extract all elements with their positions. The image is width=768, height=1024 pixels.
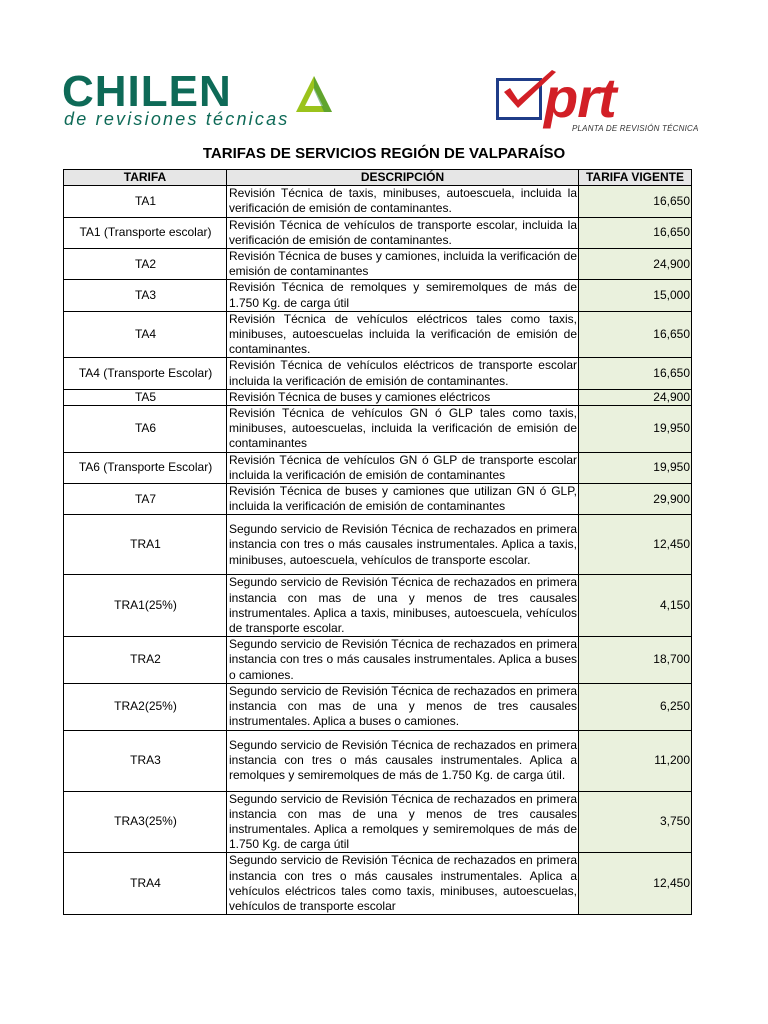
table-row [64, 406, 692, 453]
tarifa-price: 4,150 [579, 575, 692, 637]
tarifa-price: 12,450 [579, 515, 692, 575]
tarifa-description: Revisión Técnica de vehículos GN ó GLP de transporte escolar incluida la verificación de emisión de contaminantes [227, 452, 579, 483]
header-tarifa-vigente: TARIFA VIGENTE [579, 170, 692, 186]
tarifa-price: 3,750 [579, 791, 692, 853]
prt-logo-name: prt [544, 66, 616, 129]
tarifa-description: Segundo servicio de Revisión Técnica de rechazados en primera instancia con tres o más causales instrumentales. Aplica a buses o camiones. [227, 637, 579, 684]
tarifa-description: Segundo servicio de Revisión Técnica de rechazados en primera instancia con mas de una y menos de tres causales instrumentales. Aplica a remolques y semiremolques de más de 1.750 Kg. de carga útil [227, 791, 579, 853]
table-row [64, 637, 692, 684]
tarifa-description: Segundo servicio de Revisión Técnica de rechazados en primera instancia con mas de una y menos de tres causales instrumentales. Aplica a taxis, minibuses, autoescuela, vehículos de transporte escolar. [227, 575, 579, 637]
tarifa-price: 19,950 [579, 452, 692, 483]
table-row [64, 186, 692, 217]
tarifa-code: TRA1(25%) [64, 575, 227, 637]
tarifa-code: TA1 (Transporte escolar) [64, 217, 227, 248]
tarifa-code: TA4 [64, 311, 227, 358]
tarifa-description: Segundo servicio de Revisión Técnica de rechazados en primera instancia con tres o más causales instrumentales. Aplica a vehículos eléctricos tales como taxis, minibuses, autoescuelas, vehículos de transporte escolar [227, 853, 579, 915]
tarifa-description: Revisión Técnica de taxis, minibuses, autoescuela, incluida la verificación de emisión de contaminantes. [227, 186, 579, 217]
tarifa-code: TA3 [64, 280, 227, 311]
prt-logo [496, 66, 699, 140]
table-header-row [64, 170, 692, 186]
table-row [64, 358, 692, 389]
tarifa-code: TRA2(25%) [64, 683, 227, 730]
table-row [64, 515, 692, 575]
tarifas-table [63, 169, 692, 915]
tarifa-code: TA6 [64, 406, 227, 453]
tarifa-description: Segundo servicio de Revisión Técnica de rechazados en primera instancia con tres o más causales instrumentales. Aplica a taxis, minibuses, autoescuela, vehículos de transporte escolar. [227, 515, 579, 575]
table-row [64, 484, 692, 515]
tarifa-code: TRA3(25%) [64, 791, 227, 853]
header-tarifa: TARIFA [64, 170, 227, 186]
table-row [64, 452, 692, 483]
tarifa-price: 16,650 [579, 186, 692, 217]
header-descripcion: DESCRIPCIÓN [227, 170, 579, 186]
chilena-logo-a-icon [294, 74, 334, 114]
tarifa-price: 24,900 [579, 249, 692, 280]
tarifa-description: Revisión Técnica de buses y camiones, incluida la verificación de emisión de contaminantes [227, 249, 579, 280]
tarifa-price: 24,900 [579, 389, 692, 405]
tarifa-price: 15,000 [579, 280, 692, 311]
tarifa-price: 6,250 [579, 683, 692, 730]
tarifa-price: 19,950 [579, 406, 692, 453]
tarifa-description: Revisión Técnica de vehículos de transporte escolar, incluida la verificación de emisión de contaminantes. [227, 217, 579, 248]
table-row [64, 249, 692, 280]
tarifa-code: TA7 [64, 484, 227, 515]
tarifa-code: TRA3 [64, 730, 227, 791]
tarifa-code: TA4 (Transporte Escolar) [64, 358, 227, 389]
tarifa-code: TRA1 [64, 515, 227, 575]
tarifa-code: TRA2 [64, 637, 227, 684]
tarifa-price: 11,200 [579, 730, 692, 791]
tarifa-description: Revisión Técnica de remolques y semiremolques de más de 1.750 Kg. de carga útil [227, 280, 579, 311]
tarifa-code: TA5 [64, 389, 227, 405]
table-row [64, 683, 692, 730]
tarifa-code: TA2 [64, 249, 227, 280]
table-row [64, 575, 692, 637]
table-row [64, 217, 692, 248]
table-row [64, 311, 692, 358]
tarifa-description: Revisión Técnica de buses y camiones que utilizan GN ó GLP, incluida la verificación de emisión de contaminantes [227, 484, 579, 515]
tarifa-code: TA1 [64, 186, 227, 217]
tarifa-description: Revisión Técnica de vehículos GN ó GLP tales como taxis, minibuses, autoescuelas, incluida la verificación de emisión de contaminantes [227, 406, 579, 453]
tarifa-code: TRA4 [64, 853, 227, 915]
page-title: TARIFAS DE SERVICIOS REGIÓN DE VALPARAÍSO [202, 145, 566, 162]
table-row [64, 853, 692, 915]
tarifa-description: Segundo servicio de Revisión Técnica de rechazados en primera instancia con mas de una y menos de tres causales instrumentales. Aplica a buses o camiones. [227, 683, 579, 730]
chilena-logo-subtitle: de revisiones técnicas [64, 109, 290, 129]
table-row [64, 389, 692, 405]
chilena-logo-name: CHILEN [62, 67, 232, 116]
prt-logo-subtitle: PLANTA DE REVISIÓN TÉCNICA [572, 124, 699, 133]
tarifa-price: 12,450 [579, 853, 692, 915]
tarifa-price: 29,900 [579, 484, 692, 515]
tarifa-price: 16,650 [579, 358, 692, 389]
chilena-logo [62, 67, 342, 132]
tarifa-description: Revisión Técnica de vehículos eléctricos tales como taxis, minibuses, autoescuelas incluida la verificación de emisión de contaminantes. [227, 311, 579, 358]
tarifa-description: Revisión Técnica de buses y camiones eléctricos [227, 389, 579, 405]
table-row [64, 730, 692, 791]
tarifa-price: 16,650 [579, 217, 692, 248]
tarifa-description: Segundo servicio de Revisión Técnica de rechazados en primera instancia con tres o más causales instrumentales. Aplica a remolques y semiremolques de más de 1.750 Kg. de carga útil. [227, 730, 579, 791]
tarifa-price: 18,700 [579, 637, 692, 684]
table-row [64, 791, 692, 853]
tarifa-description: Revisión Técnica de vehículos eléctricos de transporte escolar incluida la verificación de emisión de contaminantes. [227, 358, 579, 389]
tarifa-price: 16,650 [579, 311, 692, 358]
table-row [64, 280, 692, 311]
tarifa-code: TA6 (Transporte Escolar) [64, 452, 227, 483]
